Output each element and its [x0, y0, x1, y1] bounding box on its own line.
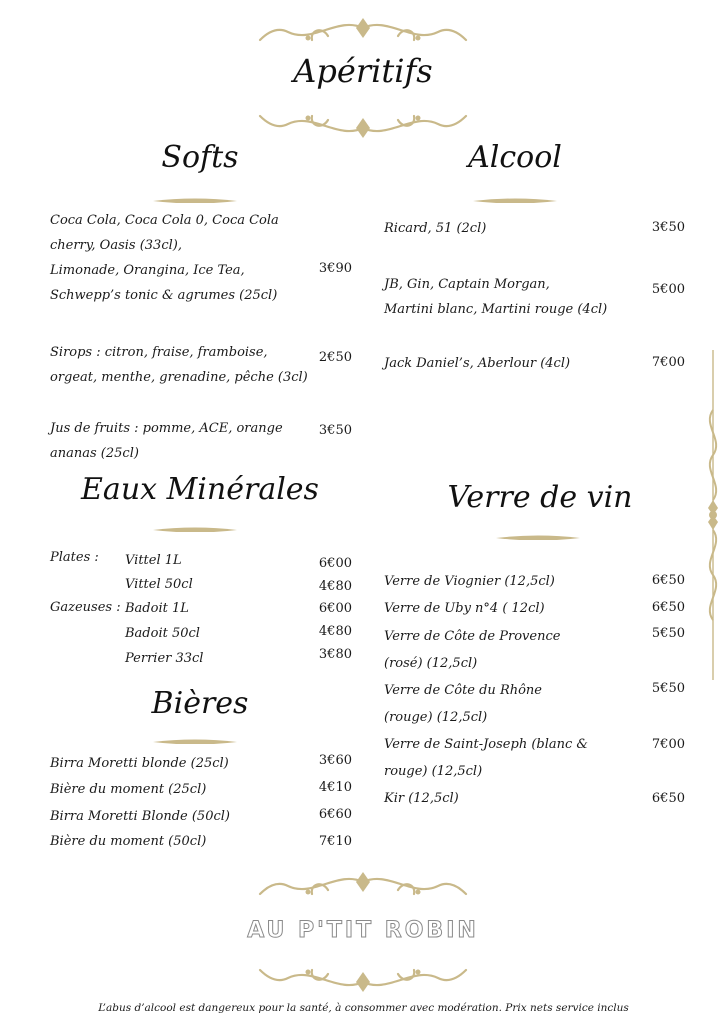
vin-item-6-price: 6€50 — [651, 791, 685, 806]
vin-item-3-line-2: (rosé) (12,5cl) — [384, 656, 478, 671]
alcool-item-3-line-1: Jack Daniel’s, Aberlour (4cl) — [384, 356, 571, 371]
eaux-item-2-name: Vittel 50cl — [125, 577, 193, 592]
eaux-divider — [153, 526, 237, 532]
softs-item-3-line-1: Jus de fruits : pomme, ACE, orange — [50, 421, 283, 436]
eaux-item-3-price: 6€00 — [318, 601, 352, 616]
eaux-item-4-name: Badoit 50cl — [125, 626, 200, 641]
vin-item-5 — [384, 731, 654, 785]
vin-item-4 — [384, 677, 644, 731]
vin-item-4-line-1: Verre de Côte du Rhône — [384, 683, 542, 698]
softs-item-2-line-2: orgeat, menthe, grenadine, pêche (3cl) — [50, 370, 308, 385]
alcool-divider — [473, 197, 557, 203]
softs-item-1-line-4: Schwepp’s tonic & agrumes (25cl) — [50, 288, 278, 303]
bieres-divider — [153, 738, 237, 744]
softs-item-3-price: 3€50 — [318, 423, 352, 438]
bieres-item-3-name: Birra Moretti Blonde (50cl) — [50, 809, 230, 824]
eaux-item-4-price: 4€80 — [318, 624, 352, 639]
vin-item-1-line-1: Verre de Viognier (12,5cl) — [384, 574, 555, 589]
alcool-title: Alcool — [468, 140, 562, 175]
vin-item-5-line-1: Verre de Saint-Joseph (blanc & — [384, 737, 588, 752]
alcool-item-2-line-2: Martini blanc, Martini rouge (4cl) — [384, 302, 608, 317]
softs-item-1-line-1: Coca Cola, Coca Cola 0, Coca Cola — [50, 213, 279, 228]
alcool-item-1-line-1: Ricard, 51 (2cl) — [384, 221, 487, 236]
vin-item-3 — [384, 623, 644, 677]
bieres-item-1-price: 3€60 — [318, 753, 352, 768]
vin-divider — [496, 534, 580, 540]
bieres-item-4-price: 7€10 — [318, 834, 352, 849]
alcool-item-3-price: 7€00 — [651, 355, 685, 370]
eaux-item-2-price: 4€80 — [318, 579, 352, 594]
vin-item-4-line-2: (rouge) (12,5cl) — [384, 710, 488, 725]
plates-label: Plates : — [50, 550, 99, 565]
vin-item-2-line-1: Verre de Uby n°4 ( 12cl) — [384, 601, 545, 616]
eaux-item-1-name: Vittel 1L — [125, 553, 182, 568]
vin-item-5-price: 7€00 — [651, 737, 685, 752]
vin-item-1-price: 6€50 — [651, 573, 685, 588]
vin-title: Verre de vin — [447, 480, 633, 515]
vin-item-4-price: 5€50 — [651, 681, 685, 696]
eaux-item-3-name: Badoit 1L — [125, 601, 189, 616]
bieres-item-4-name: Bière du moment (50cl) — [50, 834, 207, 849]
bieres-item-2-name: Bière du moment (25cl) — [50, 782, 207, 797]
brand-name: AU P'TIT ROBIN — [247, 918, 479, 943]
side-ornament — [700, 350, 727, 680]
softs-item-1-price: 3€90 — [318, 261, 352, 276]
vin-item-5-line-2: rouge) (12,5cl) — [384, 764, 483, 779]
vin-item-2-price: 6€50 — [651, 600, 685, 615]
softs-item-1-line-3: Limonade, Orangina, Ice Tea, — [50, 263, 245, 278]
softs-item-3-line-2: ananas (25cl) — [50, 446, 139, 461]
eaux-item-5-price: 3€80 — [318, 647, 352, 662]
footer-disclaimer: L’abus d’alcool est dangereux pour la santé, à consommer avec modération. Prix nets service inclus — [98, 1002, 629, 1014]
bieres-title: Bières — [151, 686, 249, 721]
eaux-item-5-name: Perrier 33cl — [125, 651, 204, 666]
eaux-item-1-price: 6€00 — [318, 556, 352, 571]
alcool-item-1-price: 3€50 — [651, 220, 685, 235]
alcool-item-2 — [384, 272, 654, 322]
softs-item-2-price: 2€50 — [318, 350, 352, 365]
bieres-item-2-price: 4€10 — [318, 780, 352, 795]
alcool-item-2-price: 5€00 — [651, 282, 685, 297]
softs-title: Softs — [161, 140, 239, 175]
gazeuses-label: Gazeuses : — [50, 600, 121, 615]
eaux-title: Eaux Minérales — [81, 472, 319, 507]
page-title: Apéritifs — [293, 52, 433, 90]
bieres-item-1-name: Birra Moretti blonde (25cl) — [50, 756, 229, 771]
softs-item-1-line-2: cherry, Oasis (33cl), — [50, 238, 182, 253]
alcool-item-2-line-1: JB, Gin, Captain Morgan, — [384, 277, 550, 292]
vin-item-6-line-1: Kir (12,5cl) — [384, 791, 459, 806]
vin-item-3-price: 5€50 — [651, 626, 685, 641]
softs-divider — [153, 197, 237, 203]
vin-item-3-line-1: Verre de Côte de Provence — [384, 629, 561, 644]
bieres-item-3-price: 6€60 — [318, 807, 352, 822]
softs-item-2-line-1: Sirops : citron, fraise, framboise, — [50, 345, 268, 360]
